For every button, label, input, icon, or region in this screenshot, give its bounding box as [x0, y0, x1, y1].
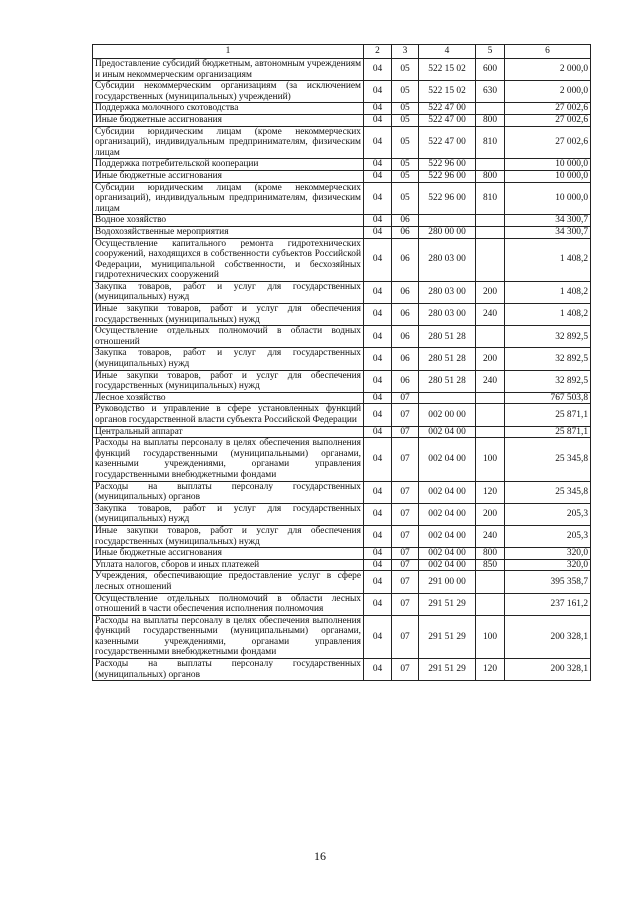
row-expense-type-cell: 100 — [476, 438, 505, 481]
row-subsection-cell: 05 — [392, 159, 419, 171]
row-amount-cell: 27 002,6 — [505, 126, 591, 159]
table-body — [93, 45, 591, 681]
row-subsection-cell: 07 — [392, 525, 419, 547]
row-subsection-cell: 07 — [392, 392, 419, 404]
row-section-cell: 04 — [364, 126, 392, 159]
row-name-cell: Закупка товаров, работ и услуг для государственных (муниципальных) нужд — [93, 503, 364, 525]
header-cell: 3 — [392, 45, 419, 59]
row-target-article-cell: 280 03 00 — [419, 238, 476, 281]
row-expense-type-cell: 800 — [476, 114, 505, 126]
row-expense-type-cell: 240 — [476, 525, 505, 547]
table-row — [93, 81, 591, 103]
row-section-cell: 04 — [364, 370, 392, 392]
row-amount-cell: 2 000,0 — [505, 81, 591, 103]
row-name-cell: Иные бюджетные ассигнования — [93, 170, 364, 182]
row-amount-cell: 25 871,1 — [505, 404, 591, 426]
row-section-cell: 04 — [364, 438, 392, 481]
row-target-article-cell — [419, 392, 476, 404]
row-amount-cell: 34 300,7 — [505, 215, 591, 227]
row-section-cell: 04 — [364, 81, 392, 103]
row-target-article-cell: 522 96 00 — [419, 182, 476, 215]
row-name-cell: Иные закупки товаров, работ и услуг для обеспечения государственных (муниципальных) нужд — [93, 525, 364, 547]
table-row — [93, 226, 591, 238]
row-amount-cell: 25 345,8 — [505, 438, 591, 481]
row-expense-type-cell: 200 — [476, 281, 505, 303]
row-amount-cell: 205,3 — [505, 525, 591, 547]
row-amount-cell: 27 002,6 — [505, 103, 591, 115]
row-subsection-cell: 06 — [392, 370, 419, 392]
row-name-cell: Поддержка потребительской кооперации — [93, 159, 364, 171]
row-amount-cell: 27 002,6 — [505, 114, 591, 126]
row-subsection-cell: 05 — [392, 103, 419, 115]
row-target-article-cell: 291 00 00 — [419, 571, 476, 593]
row-amount-cell: 237 161,2 — [505, 593, 591, 615]
row-target-article-cell: 522 47 00 — [419, 126, 476, 159]
table-row — [93, 370, 591, 392]
row-target-article-cell: 522 47 00 — [419, 114, 476, 126]
row-expense-type-cell: 240 — [476, 304, 505, 326]
row-subsection-cell: 05 — [392, 182, 419, 215]
row-amount-cell: 200 328,1 — [505, 615, 591, 658]
table-row — [93, 281, 591, 303]
row-target-article-cell: 522 96 00 — [419, 170, 476, 182]
row-target-article-cell: 280 03 00 — [419, 304, 476, 326]
row-amount-cell: 200 328,1 — [505, 659, 591, 681]
row-subsection-cell: 07 — [392, 615, 419, 658]
row-subsection-cell: 05 — [392, 81, 419, 103]
row-subsection-cell: 05 — [392, 59, 419, 81]
table-row — [93, 571, 591, 593]
row-target-article-cell: 522 96 00 — [419, 159, 476, 171]
table-row — [93, 392, 591, 404]
row-target-article-cell: 291 51 29 — [419, 615, 476, 658]
row-subsection-cell: 05 — [392, 126, 419, 159]
row-subsection-cell: 07 — [392, 404, 419, 426]
row-subsection-cell: 07 — [392, 659, 419, 681]
row-subsection-cell: 07 — [392, 426, 419, 438]
row-section-cell: 04 — [364, 659, 392, 681]
row-expense-type-cell — [476, 326, 505, 348]
row-name-cell: Закупка товаров, работ и услуг для государственных (муниципальных) нужд — [93, 348, 364, 370]
row-subsection-cell: 06 — [392, 281, 419, 303]
table-row — [93, 182, 591, 215]
row-expense-type-cell: 120 — [476, 659, 505, 681]
row-amount-cell: 10 000,0 — [505, 170, 591, 182]
row-target-article-cell: 002 04 00 — [419, 481, 476, 503]
row-expense-type-cell — [476, 392, 505, 404]
row-name-cell: Иные закупки товаров, работ и услуг для обеспечения государственных (муниципальных) нужд — [93, 304, 364, 326]
row-name-cell: Расходы на выплаты персоналу государственных (муниципальных) органов — [93, 659, 364, 681]
row-section-cell: 04 — [364, 304, 392, 326]
row-subsection-cell: 06 — [392, 226, 419, 238]
row-name-cell: Иные бюджетные ассигнования — [93, 548, 364, 560]
row-expense-type-cell: 630 — [476, 81, 505, 103]
row-expense-type-cell — [476, 159, 505, 171]
row-section-cell: 04 — [364, 348, 392, 370]
row-subsection-cell: 07 — [392, 593, 419, 615]
row-expense-type-cell: 120 — [476, 481, 505, 503]
row-amount-cell: 320,0 — [505, 559, 591, 571]
row-name-cell: Водное хозяйство — [93, 215, 364, 227]
row-target-article-cell: 002 04 00 — [419, 438, 476, 481]
row-name-cell: Поддержка молочного скотоводства — [93, 103, 364, 115]
row-amount-cell: 10 000,0 — [505, 182, 591, 215]
row-name-cell: Осуществление отдельных полномочий в области лесных отношений в части обеспечения исполнения полномочия — [93, 593, 364, 615]
row-name-cell: Водохозяйственные мероприятия — [93, 226, 364, 238]
row-subsection-cell: 07 — [392, 571, 419, 593]
row-target-article-cell: 002 04 00 — [419, 503, 476, 525]
row-section-cell: 04 — [364, 238, 392, 281]
row-name-cell: Осуществление отдельных полномочий в области водных отношений — [93, 326, 364, 348]
row-name-cell: Руководство и управление в сфере установленных функций органов государственной власти субъекта Российской Федерации — [93, 404, 364, 426]
page-number: 16 — [314, 849, 326, 863]
row-section-cell: 04 — [364, 525, 392, 547]
row-name-cell: Иные бюджетные ассигнования — [93, 114, 364, 126]
row-amount-cell: 25 345,8 — [505, 481, 591, 503]
row-section-cell: 04 — [364, 548, 392, 560]
row-target-article-cell: 280 51 28 — [419, 348, 476, 370]
row-expense-type-cell — [476, 426, 505, 438]
row-subsection-cell: 05 — [392, 114, 419, 126]
row-section-cell: 04 — [364, 481, 392, 503]
row-expense-type-cell — [476, 103, 505, 115]
row-section-cell: 04 — [364, 59, 392, 81]
row-amount-cell: 32 892,5 — [505, 370, 591, 392]
header-cell: 2 — [364, 45, 392, 59]
row-name-cell: Осуществление капитального ремонта гидротехнических сооружений, находящихся в собственности субъектов Российской Федерации, муниципальной собственности, и бесхозяйных гидротехнических сооружений — [93, 238, 364, 281]
table-row — [93, 159, 591, 171]
row-section-cell: 04 — [364, 426, 392, 438]
row-expense-type-cell — [476, 404, 505, 426]
row-subsection-cell: 07 — [392, 438, 419, 481]
table-row — [93, 404, 591, 426]
row-name-cell: Уплата налогов, сборов и иных платежей — [93, 559, 364, 571]
table-row — [93, 659, 591, 681]
row-target-article-cell: 002 04 00 — [419, 559, 476, 571]
row-amount-cell: 10 000,0 — [505, 159, 591, 171]
table-row — [93, 126, 591, 159]
row-subsection-cell: 06 — [392, 215, 419, 227]
row-section-cell: 04 — [364, 404, 392, 426]
row-name-cell: Расходы на выплаты персоналу в целях обеспечения выполнения функций государственными (муниципальными) органами, казенными учреждениями, органами управления государственными внебюджетными фондами — [93, 615, 364, 658]
row-subsection-cell: 07 — [392, 481, 419, 503]
table-row — [93, 559, 591, 571]
row-expense-type-cell — [476, 238, 505, 281]
row-expense-type-cell — [476, 571, 505, 593]
budget-table — [92, 44, 591, 681]
row-subsection-cell: 07 — [392, 548, 419, 560]
row-subsection-cell: 07 — [392, 503, 419, 525]
table-row — [93, 114, 591, 126]
row-amount-cell: 25 871,1 — [505, 426, 591, 438]
table-row — [93, 238, 591, 281]
row-amount-cell: 1 408,2 — [505, 304, 591, 326]
row-name-cell: Закупка товаров, работ и услуг для государственных (муниципальных) нужд — [93, 281, 364, 303]
row-amount-cell: 32 892,5 — [505, 326, 591, 348]
table-row — [93, 348, 591, 370]
table-row — [93, 103, 591, 115]
row-target-article-cell: 522 47 00 — [419, 103, 476, 115]
row-target-article-cell: 522 15 02 — [419, 81, 476, 103]
row-section-cell: 04 — [364, 593, 392, 615]
row-amount-cell: 1 408,2 — [505, 238, 591, 281]
row-expense-type-cell: 200 — [476, 348, 505, 370]
table-row — [93, 438, 591, 481]
row-target-article-cell: 280 00 00 — [419, 226, 476, 238]
row-subsection-cell: 06 — [392, 348, 419, 370]
row-expense-type-cell: 600 — [476, 59, 505, 81]
table-row — [93, 59, 591, 81]
row-target-article-cell — [419, 215, 476, 227]
row-name-cell: Субсидии юридическим лицам (кроме некоммерческих организаций), индивидуальным предпринимателям, физическим лицам — [93, 182, 364, 215]
row-section-cell: 04 — [364, 281, 392, 303]
row-subsection-cell: 06 — [392, 304, 419, 326]
row-amount-cell: 34 300,7 — [505, 226, 591, 238]
table-row — [93, 426, 591, 438]
row-target-article-cell: 522 15 02 — [419, 59, 476, 81]
row-target-article-cell: 002 04 00 — [419, 548, 476, 560]
row-section-cell: 04 — [364, 226, 392, 238]
table-row — [93, 215, 591, 227]
row-expense-type-cell: 850 — [476, 559, 505, 571]
table-row — [93, 525, 591, 547]
row-expense-type-cell — [476, 215, 505, 227]
row-amount-cell: 1 408,2 — [505, 281, 591, 303]
row-section-cell: 04 — [364, 326, 392, 348]
row-expense-type-cell: 100 — [476, 615, 505, 658]
row-name-cell: Расходы на выплаты персоналу государственных (муниципальных) органов — [93, 481, 364, 503]
row-section-cell: 04 — [364, 559, 392, 571]
row-amount-cell: 767 503,8 — [505, 392, 591, 404]
header-cell: 4 — [419, 45, 476, 59]
row-name-cell: Лесное хозяйство — [93, 392, 364, 404]
row-expense-type-cell: 800 — [476, 170, 505, 182]
header-cell: 1 — [93, 45, 364, 59]
row-target-article-cell: 280 51 28 — [419, 326, 476, 348]
row-expense-type-cell: 240 — [476, 370, 505, 392]
row-target-article-cell: 002 04 00 — [419, 426, 476, 438]
row-name-cell: Расходы на выплаты персоналу в целях обеспечения выполнения функций государственными (муниципальными) органами, казенными учреждениями, органами управления государственными внебюджетными фондами — [93, 438, 364, 481]
row-target-article-cell: 291 51 29 — [419, 659, 476, 681]
table-row — [93, 548, 591, 560]
row-expense-type-cell — [476, 226, 505, 238]
row-section-cell: 04 — [364, 182, 392, 215]
row-section-cell: 04 — [364, 392, 392, 404]
header-row — [93, 45, 591, 59]
row-expense-type-cell: 200 — [476, 503, 505, 525]
row-target-article-cell: 280 03 00 — [419, 281, 476, 303]
row-expense-type-cell: 810 — [476, 182, 505, 215]
table-row — [93, 615, 591, 658]
row-section-cell: 04 — [364, 103, 392, 115]
row-name-cell: Учреждения, обеспечивающие предоставление услуг в сфере лесных отношений — [93, 571, 364, 593]
row-expense-type-cell: 800 — [476, 548, 505, 560]
row-expense-type-cell: 810 — [476, 126, 505, 159]
table-row — [93, 593, 591, 615]
row-name-cell: Субсидии некоммерческим организациям (за исключением государственных (муниципальных) учреждений) — [93, 81, 364, 103]
row-expense-type-cell — [476, 593, 505, 615]
table-row — [93, 481, 591, 503]
row-target-article-cell: 280 51 28 — [419, 370, 476, 392]
row-amount-cell: 320,0 — [505, 548, 591, 560]
row-amount-cell: 205,3 — [505, 503, 591, 525]
row-subsection-cell: 07 — [392, 559, 419, 571]
row-amount-cell: 395 358,7 — [505, 571, 591, 593]
header-cell: 5 — [476, 45, 505, 59]
row-target-article-cell: 002 04 00 — [419, 525, 476, 547]
row-section-cell: 04 — [364, 571, 392, 593]
row-subsection-cell: 06 — [392, 238, 419, 281]
row-section-cell: 04 — [364, 215, 392, 227]
table-row — [93, 170, 591, 182]
row-subsection-cell: 06 — [392, 326, 419, 348]
row-target-article-cell: 291 51 29 — [419, 593, 476, 615]
table-row — [93, 304, 591, 326]
header-cell: 6 — [505, 45, 591, 59]
row-name-cell: Центральный аппарат — [93, 426, 364, 438]
row-section-cell: 04 — [364, 114, 392, 126]
row-section-cell: 04 — [364, 503, 392, 525]
table-row — [93, 503, 591, 525]
row-target-article-cell: 002 00 00 — [419, 404, 476, 426]
row-name-cell: Иные закупки товаров, работ и услуг для обеспечения государственных (муниципальных) нужд — [93, 370, 364, 392]
table-row — [93, 326, 591, 348]
row-name-cell: Субсидии юридическим лицам (кроме некоммерческих организаций), индивидуальным предпринимателям, физическим лицам — [93, 126, 364, 159]
row-subsection-cell: 05 — [392, 170, 419, 182]
row-section-cell: 04 — [364, 615, 392, 658]
row-section-cell: 04 — [364, 170, 392, 182]
row-name-cell: Предоставление субсидий бюджетным, автономным учреждениям и иным некоммерческим организациям — [93, 59, 364, 81]
row-section-cell: 04 — [364, 159, 392, 171]
row-amount-cell: 32 892,5 — [505, 348, 591, 370]
row-amount-cell: 2 000,0 — [505, 59, 591, 81]
